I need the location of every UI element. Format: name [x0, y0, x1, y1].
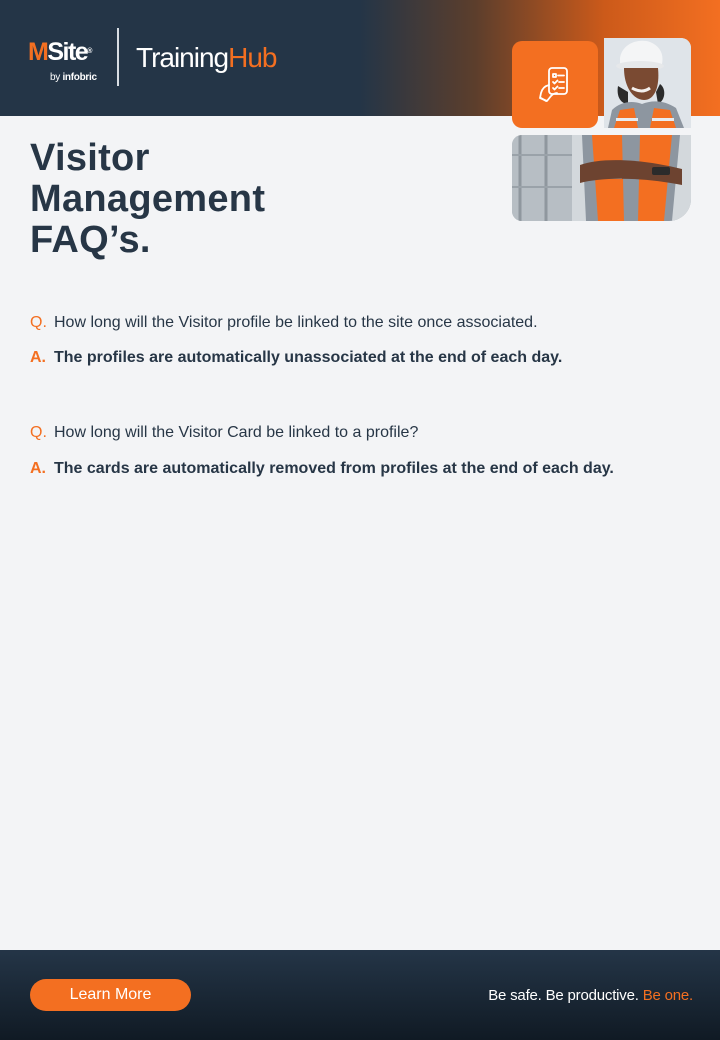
page-title-line2: Management: [30, 178, 266, 220]
question-mark-label: Q.: [30, 314, 47, 331]
logo-by: by: [50, 72, 60, 83]
learn-more-button[interactable]: Learn More: [30, 979, 191, 1011]
page-title-line1: Visitor: [30, 137, 150, 179]
question-text: How long will the Visitor Card be linked to a profile?: [54, 424, 419, 441]
checklist-phone-icon: [535, 65, 575, 105]
header-divider: [117, 28, 119, 86]
logo-prefix: M: [28, 38, 48, 66]
worker-photo-top: [604, 38, 691, 128]
answer-mark-label: A.: [30, 349, 46, 366]
answer-text: The profiles are automatically unassociated at the end of each day.: [54, 349, 563, 366]
footer-banner: [0, 950, 720, 1040]
faq-answer: [30, 459, 614, 479]
question-mark-label: Q.: [30, 424, 47, 441]
logo-wordmark: [28, 34, 92, 70]
logo-parent: infobric: [62, 72, 97, 83]
logo-byline: [50, 72, 97, 83]
logo-rest: Site: [47, 38, 88, 66]
faq-question: [30, 423, 418, 443]
question-text: How long will the Visitor profile be linked to the site once associated.: [54, 314, 538, 331]
msite-logo[interactable]: [28, 32, 108, 88]
hub-title-accent: Hub: [228, 42, 277, 73]
page-title: [30, 138, 265, 261]
tagline-main: Be safe. Be productive.: [488, 987, 639, 1004]
checklist-tile: [512, 41, 598, 128]
footer-tagline: [488, 987, 693, 1004]
worker-photo-bottom: [512, 135, 691, 221]
answer-mark-label: A.: [30, 460, 46, 477]
answer-text: The cards are automatically removed from profiles at the end of each day.: [54, 460, 614, 477]
hub-title-main: Training: [136, 42, 229, 73]
training-hub-title: [136, 40, 277, 76]
faq-answer: [30, 348, 562, 368]
faq-question: [30, 313, 538, 333]
tagline-accent: Be one.: [642, 987, 693, 1004]
page-title-line3: FAQ’s.: [30, 219, 151, 261]
logo-registered: ®: [87, 48, 93, 55]
